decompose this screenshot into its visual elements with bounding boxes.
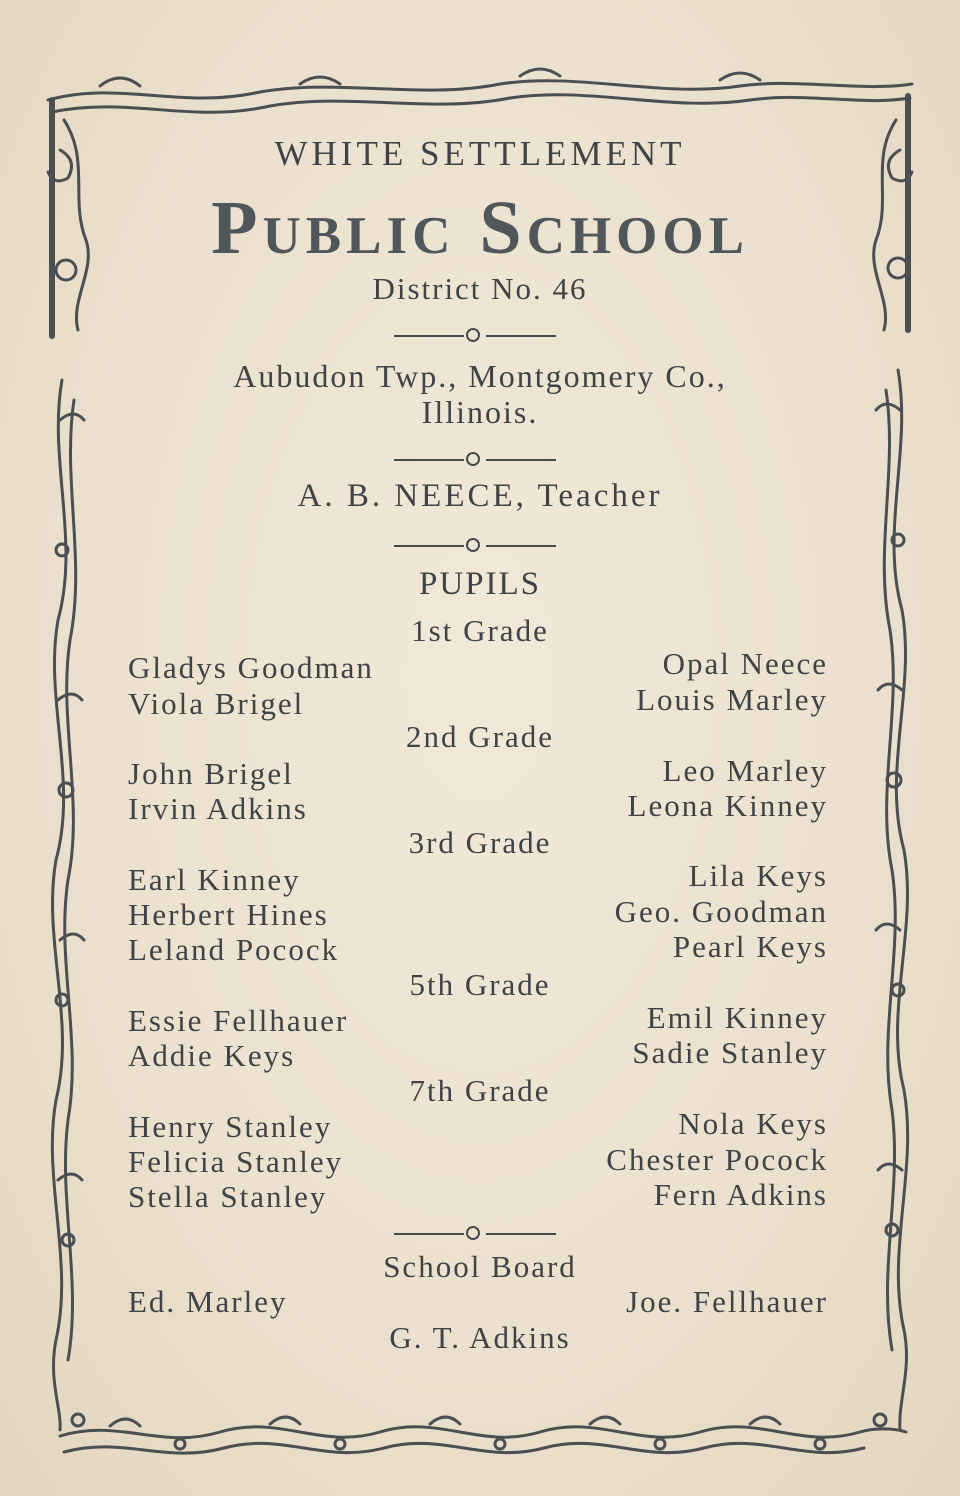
pupil-name: John Brigel bbox=[128, 756, 294, 791]
pupil-name: Nola Keys bbox=[678, 1106, 828, 1141]
teacher-line: A. B. NEECE, Teacher bbox=[297, 478, 663, 514]
pupil-name: Herbert Hines bbox=[128, 897, 329, 932]
pupil-name: Leo Marley bbox=[662, 753, 828, 788]
board-member-name: Ed. Marley bbox=[128, 1284, 288, 1319]
pupil-name: Felicia Stanley bbox=[128, 1144, 344, 1179]
grade-heading: 1st Grade bbox=[411, 613, 549, 648]
pupil-name: Viola Brigel bbox=[128, 686, 305, 721]
pupil-name: Geo. Goodman bbox=[614, 894, 828, 929]
township-line: Aubudon Twp., Montgomery Co., bbox=[233, 358, 727, 394]
pupil-name: Addie Keys bbox=[128, 1038, 296, 1073]
pupils-heading: PUPILS bbox=[418, 566, 542, 602]
school-name-line: WHITE SETTLEMENT bbox=[274, 134, 686, 173]
pupil-name: Gladys Goodman bbox=[128, 650, 374, 685]
pupil-name: Louis Marley bbox=[636, 682, 828, 717]
pupil-name: Irvin Adkins bbox=[128, 791, 308, 826]
page-title: Public School bbox=[211, 186, 749, 270]
school-board-heading: School Board bbox=[383, 1249, 577, 1284]
board-member-name: G. T. Adkins bbox=[389, 1320, 571, 1355]
pupil-name: Lila Keys bbox=[688, 858, 828, 893]
separator bbox=[390, 1224, 560, 1244]
state-line: Illinois. bbox=[421, 394, 539, 430]
separator bbox=[390, 450, 560, 470]
grade-heading: 2nd Grade bbox=[406, 719, 554, 754]
pupil-name: Earl Kinney bbox=[128, 862, 301, 897]
pupil-name: Stella Stanley bbox=[128, 1179, 328, 1214]
grade-heading: 5th Grade bbox=[409, 967, 551, 1002]
pupil-name: Essie Fellhauer bbox=[128, 1003, 349, 1038]
separator bbox=[390, 326, 560, 346]
district-number: District No. 46 bbox=[372, 271, 588, 306]
separator bbox=[390, 536, 560, 556]
pupil-name: Leona Kinney bbox=[627, 788, 828, 823]
pupil-name: Sadie Stanley bbox=[632, 1035, 828, 1070]
pupil-name: Pearl Keys bbox=[672, 929, 828, 964]
grade-heading: 7th Grade bbox=[409, 1073, 551, 1108]
pupil-name: Emil Kinney bbox=[646, 1000, 828, 1035]
board-member-name: Joe. Fellhauer bbox=[626, 1284, 828, 1319]
pupil-name: Chester Pocock bbox=[606, 1142, 828, 1177]
pupil-name: Opal Neece bbox=[662, 646, 828, 681]
pupil-name: Henry Stanley bbox=[128, 1109, 333, 1144]
pupil-name: Fern Adkins bbox=[653, 1177, 828, 1212]
pupil-name: Leland Pocock bbox=[128, 932, 340, 967]
grade-heading: 3rd Grade bbox=[408, 825, 552, 860]
